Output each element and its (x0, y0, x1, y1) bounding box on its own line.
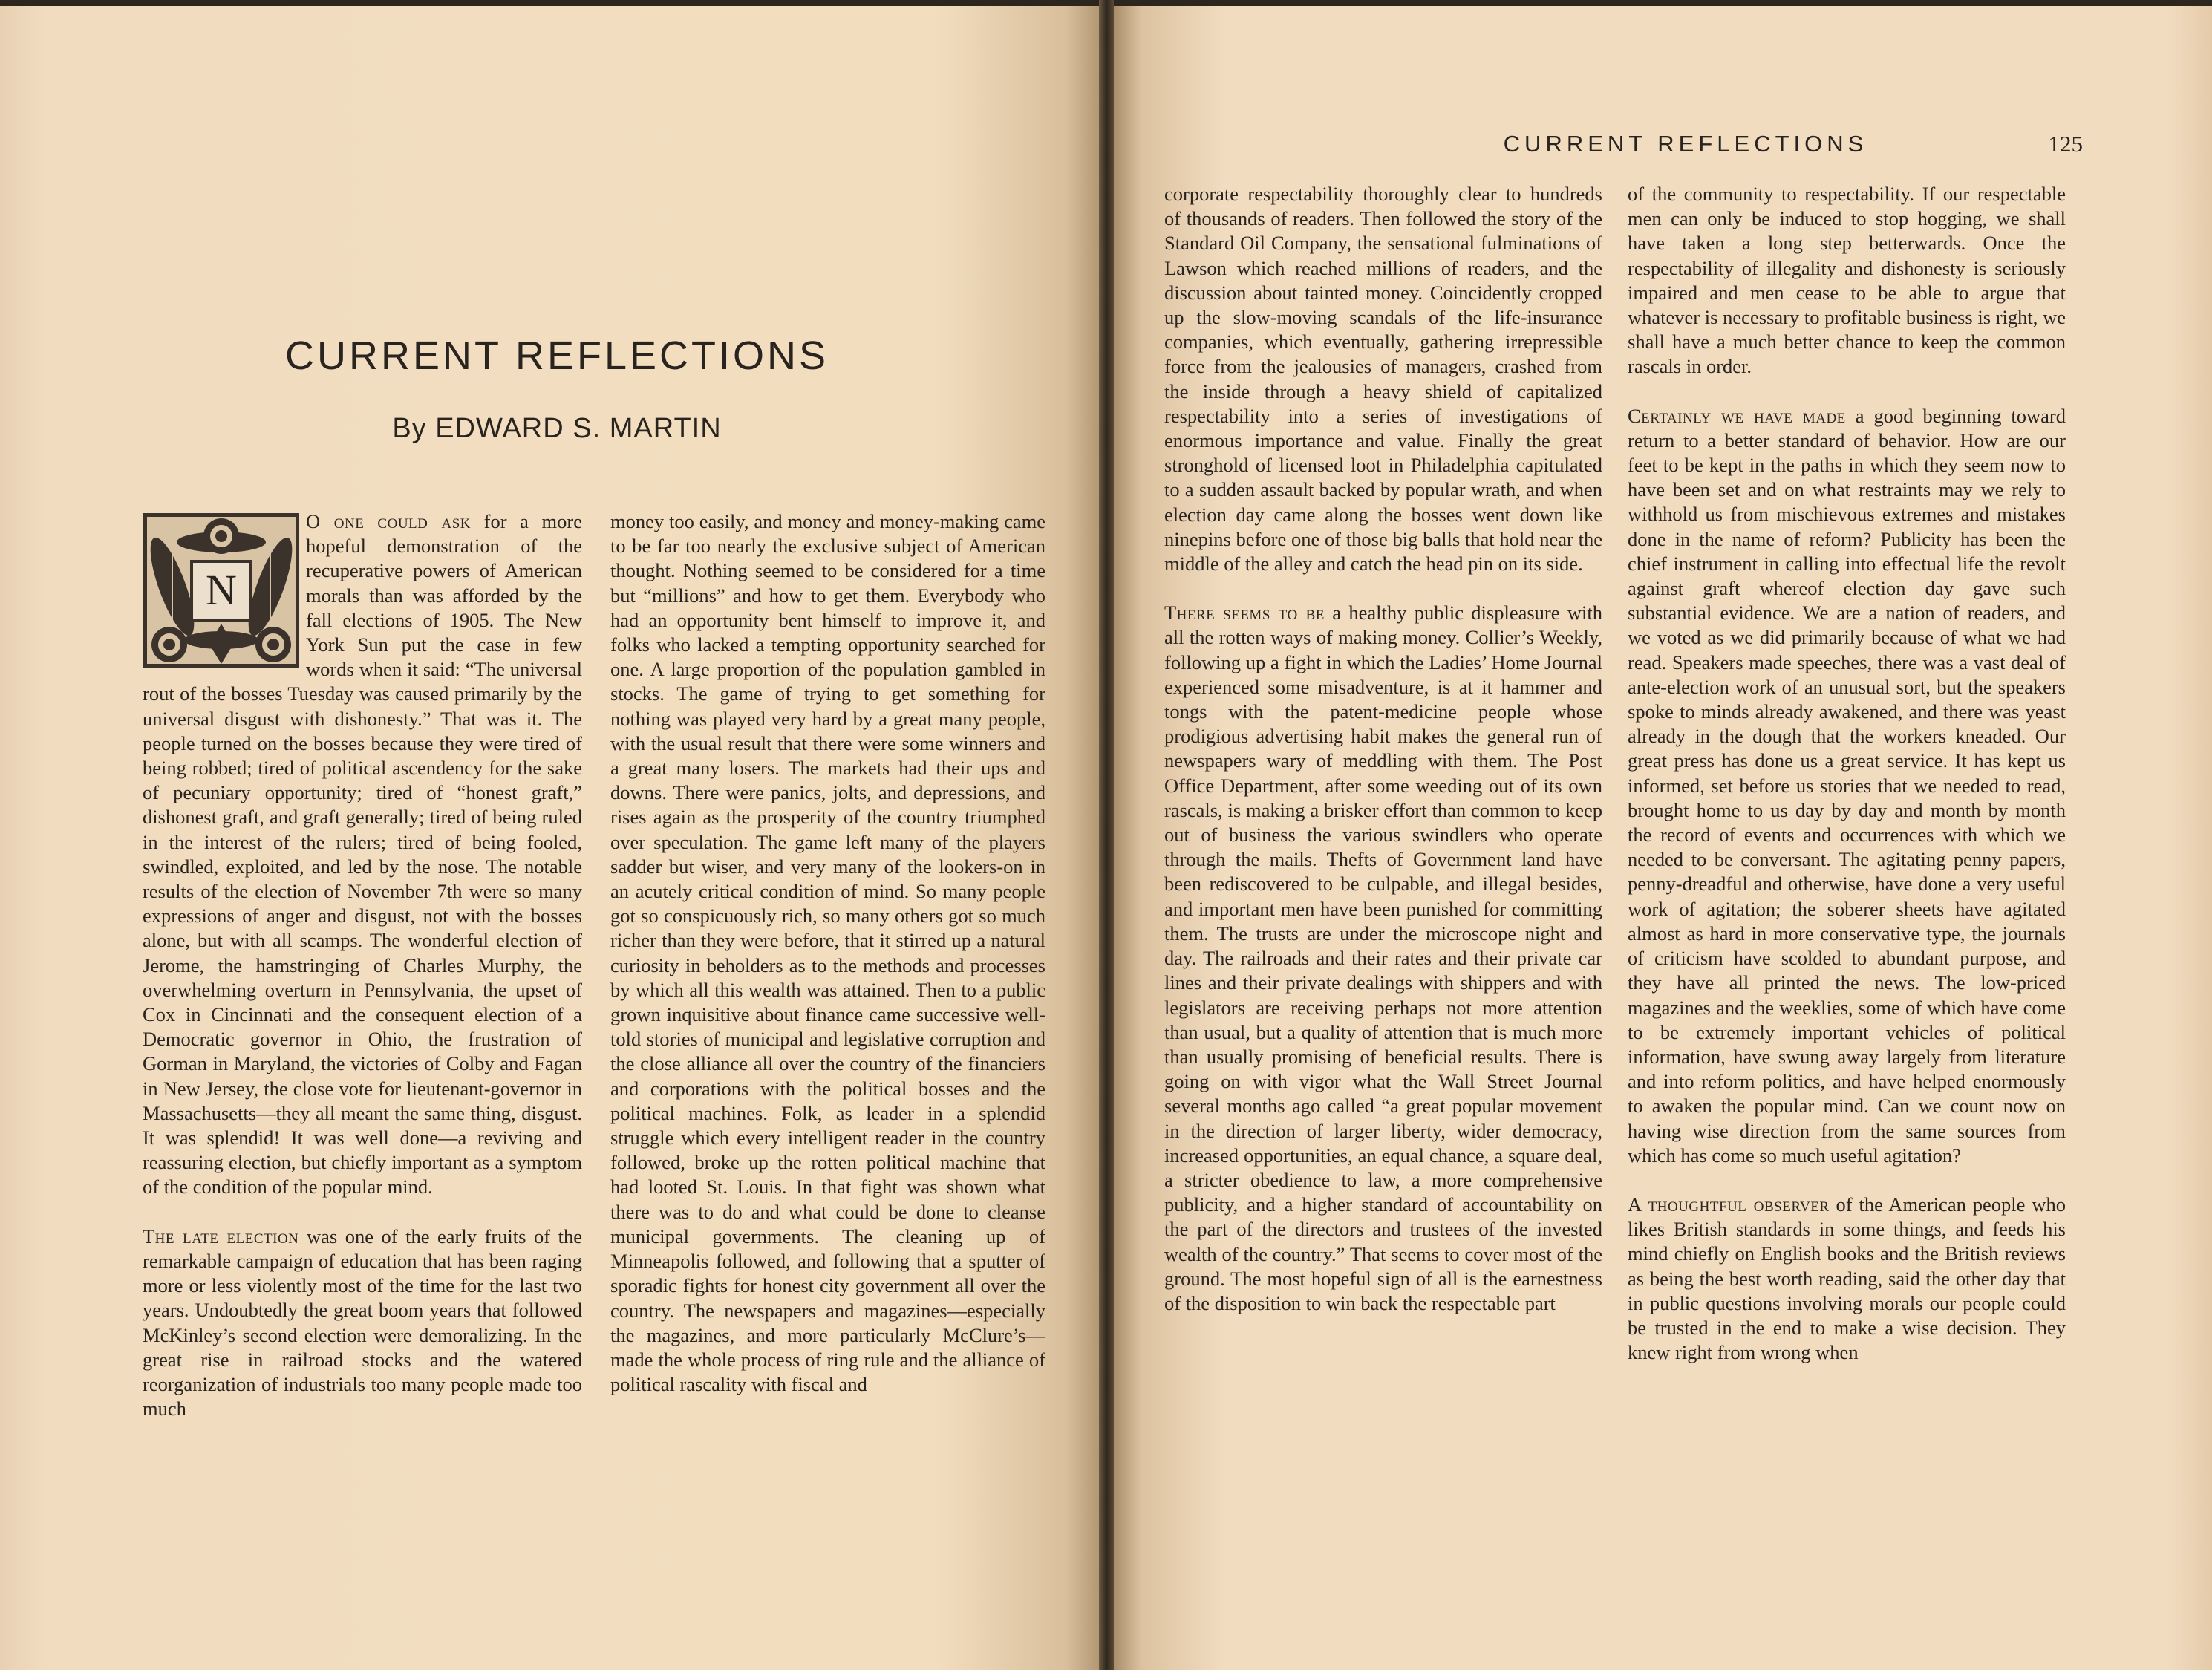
lead-in: A thoughtful observer (1628, 1193, 1830, 1216)
ornament-icon (143, 512, 300, 668)
right-col2-para-1 (1628, 182, 2066, 379)
left-column-1 (143, 509, 582, 1421)
lead-in: There seems to be (1164, 601, 1325, 624)
paragraph-text: a good beginning toward return to a better standard of behavior. How are our feet to be kept in the paths in which they seem now to have been set and on what restraints may we rely to withhold us from mischievous extremes and mistakes done in the name of reform? Publicity has been the chief instrument in calling into effectual life the revolt against graft whereof election day gave such substantial evidence. We are a nation of readers, and we voted as we did primarily because of what we had read. Speakers made speeches, there was a vast deal of ante-election work of an unusual sort, but the speakers spoke to minds already awakened, and there was yeast already in the dough that the workers kneaded. Our great press has done us a great service. It has kept us informed, set before us stories that we needed to read, brought home to us day by day and month by month the record of events and occurrences with which we needed to be conversant. The agitating penny papers, penny-dreadful and otherwise, have done a very useful work of agitation; the soberer sheets have agitated almost as hard in more conservative type, the journals of criticism have scolded to abundant purpose, and they have all printed the news. The low-priced magazines and the weeklies, some of which have come to be extremely important vehicles of political information, have swung away largely from literature and into reform politics, and have helped enormously to awaken the popular mind. Can we count now on having wise direction from the same sources from which has come so much useful agitation? (1628, 404, 2066, 1167)
lead-in: Certainly we have made (1628, 404, 1846, 427)
paragraph-text: for a more hopeful demonstration of the recuperative powers of American morals than was afforded by the fall elections of 1905. The New York Sun put the case in few words when it said: “The universal rout of the bosses Tuesday was caused primarily by the universal disgust with dishonesty.” That was it. The people turned on the bosses because they were tired of being robbed; tired of political ascendency for the sake of pecuniary opportunity; tired of “honest graft,” dishonest graft, and graft generally; tired of being ruled in the interest of the rulers; tired of being fooled, swindled, exploited, and led by the nose. The notable results of the election of November 7th were so many expressions of anger and disgust, not with the bosses alone, but with all scamps. The wonderful election of Jerome, the hamstringing of Charles Murphy, the overwhelming overturn in Pennsylvania, the upset of Cox in Cincinnati and the consequent election of a Democratic governor in Ohio, the frustration of Gorman in Maryland, the victories of Colby and Fagan in New Jersey, the close vote for lieutenant-governor in Massachusetts—they all meant the same thing, disgust. It was splendid! It was well done—a reviving and reassuring election, but chiefly important as a symptom of the condition of the popular mind. (143, 510, 582, 1198)
left-column-2 (610, 509, 1045, 1397)
paragraph-text: was one of the early fruits of the remarkable campaign of education that has been raging more or less violently most of the time for the last two years. Undoubtedly the great boom years that followed McKinley’s second election were demoralizing. In the great rise in railroad stocks and the watered reorganization of industrials too many people made too much (143, 1224, 582, 1421)
book-gutter (1099, 0, 1114, 1670)
right-col1-para-2 (1164, 601, 1602, 1316)
paragraph-text: a healthy public displeasure with all the rotten ways of making money. Collier’s Weekly, following up a fight in which the Ladies’ Home Journal experienced some misadventure, is at it hammer and tongs with the patent-medicine people whose prodigious advertising habit makes the general run of newspapers wary of meddling with them. The Post Office Department, after some weeding out of its own rascals, is making a brisker effort than common to keep out of business the various swindlers who operate through the mails. Thefts of Government land have been rediscovered to be culpable, and illegal besides, and important men have been punished for committing them. The trusts are under the microscope night and day. The railroads and their rates and their private car lines and their private dealings with shippers and with legislators are receiving perhaps not more attention than usual, but a quality of attention that is much more than usually promising of beneficial results. There is going on with vigor what the Wall Street Journal several months ago called “a great popular movement in the direction of larger liberty, wider democracy, increased opportunities, an equal chance, a square deal, a stricter obedience to law, a more comprehensive publicity, and a higher standard of accountability on the part of the directors and trustees of the invested wealth of the country.” That seems to cover most of the ground. The most hopeful sign of all is the earnestness of the disposition to win back the respectable part (1164, 601, 1602, 1314)
right-col1-para-1 (1164, 182, 1602, 576)
right-column-1 (1164, 182, 1602, 1316)
right-page (1114, 0, 2212, 1670)
byline: By EDWARD S. MARTIN (392, 413, 722, 444)
right-column-2 (1628, 182, 2066, 1365)
right-col2-para-3 (1628, 1193, 2066, 1365)
paragraph-text: of the community to respectability. If our respectable men can only be induced to stop hogging, we shall have taken a long step betterwards. Once the respectability of illegality and dishonesty is seriously impaired and men cease to be able to argue that whatever is necessary to profitable business is right, we shall have a much better chance to keep the common rascals in order. (1628, 183, 2066, 378)
drop-cap-letter: N (206, 566, 237, 614)
lead-in: The late election (143, 1224, 299, 1247)
article-title: CURRENT REFLECTIONS (284, 333, 829, 378)
right-col2-para-2 (1628, 404, 2066, 1168)
paragraph-text: of the American people who likes British standards in some things, and feeds his mind chiefly on English books and the British reviews as being the best worth reading, said the other day that in public questions involving morals our people could be trusted in the end to make a wise decision. They knew right from wrong when (1628, 1193, 2066, 1364)
left-col1-para-2 (143, 1224, 582, 1422)
page-number: 125 (2048, 131, 2083, 157)
left-col2-para-1 (610, 509, 1045, 1397)
lead-in: O one could ask (306, 510, 472, 532)
drop-cap-ornament (143, 512, 300, 668)
left-page (0, 0, 1099, 1670)
paragraph-text: money too easily, and money and money-making came to be far too nearly the exclusive subject of American thought. Nothing seemed to be considered for a time but “millions” and how to get them. Everybody who had an opportunity bent himself to improve it, and folks who lacked a tempting opportunity searched for one. A large proportion of the population gambled in stocks. The game of trying to get something for nothing was played very hard by a great many people, with the usual result that there were some winners and a great many losers. The markets had their ups and downs. There were panics, jolts, and depressions, and rises again as the prosperity of the country triumphed over speculation. The game left many of the players sadder but wiser, and very many of the lookers-on in an acutely critical condition of mind. So many people got so conspicuously rich, so many others got so much richer than they were before, that it stirred up a natural curiosity in beholders as to the methods and processes by which all this wealth was attained. Then to a public grown inquisitive about finance came successive well-told stories of municipal and legislative corruption and the close alliance all over the country of the financiers and corporations with the political bosses and the political machines. Folk, as leader in a splendid struggle which every intelligent reader in the country followed, broke up the rotten political machine that had looted St. Louis. In that fight was shown what there was to do and what could be done to cleanse municipal governments. The cleaning up of Minneapolis followed, and following that a sputter of sporadic fights for honest city government all over the country. The newspapers and magazines—especially the magazines, and more particularly McClure’s—made the whole process of ring rule and the alliance of political rascality with fiscal and (610, 510, 1045, 1396)
paragraph-text: corporate respectability thoroughly clear to hundreds of thousands of readers. Then followed the story of the Standard Oil Company, the sensational fulminations of Lawson which reached millions of readers, and the discussion about tainted money. Coincidently cropped up the slow-moving scandals of the life-insurance companies, which eventually, gathering irrepressible force from the jealousies of managers, crashed from the inside through a heavy shield of capitalized respectability into a series of investigations of enormous importance and value. Finally the great stronghold of licensed loot in Philadelphia capitulated to a sudden assault backed by popular wrath, and when election day came along the bosses went down like ninepins before one of those big balls that hold near the middle of the alley and catch the head pin on its side. (1164, 183, 1602, 575)
running-head: CURRENT REFLECTIONS (1503, 131, 1868, 157)
